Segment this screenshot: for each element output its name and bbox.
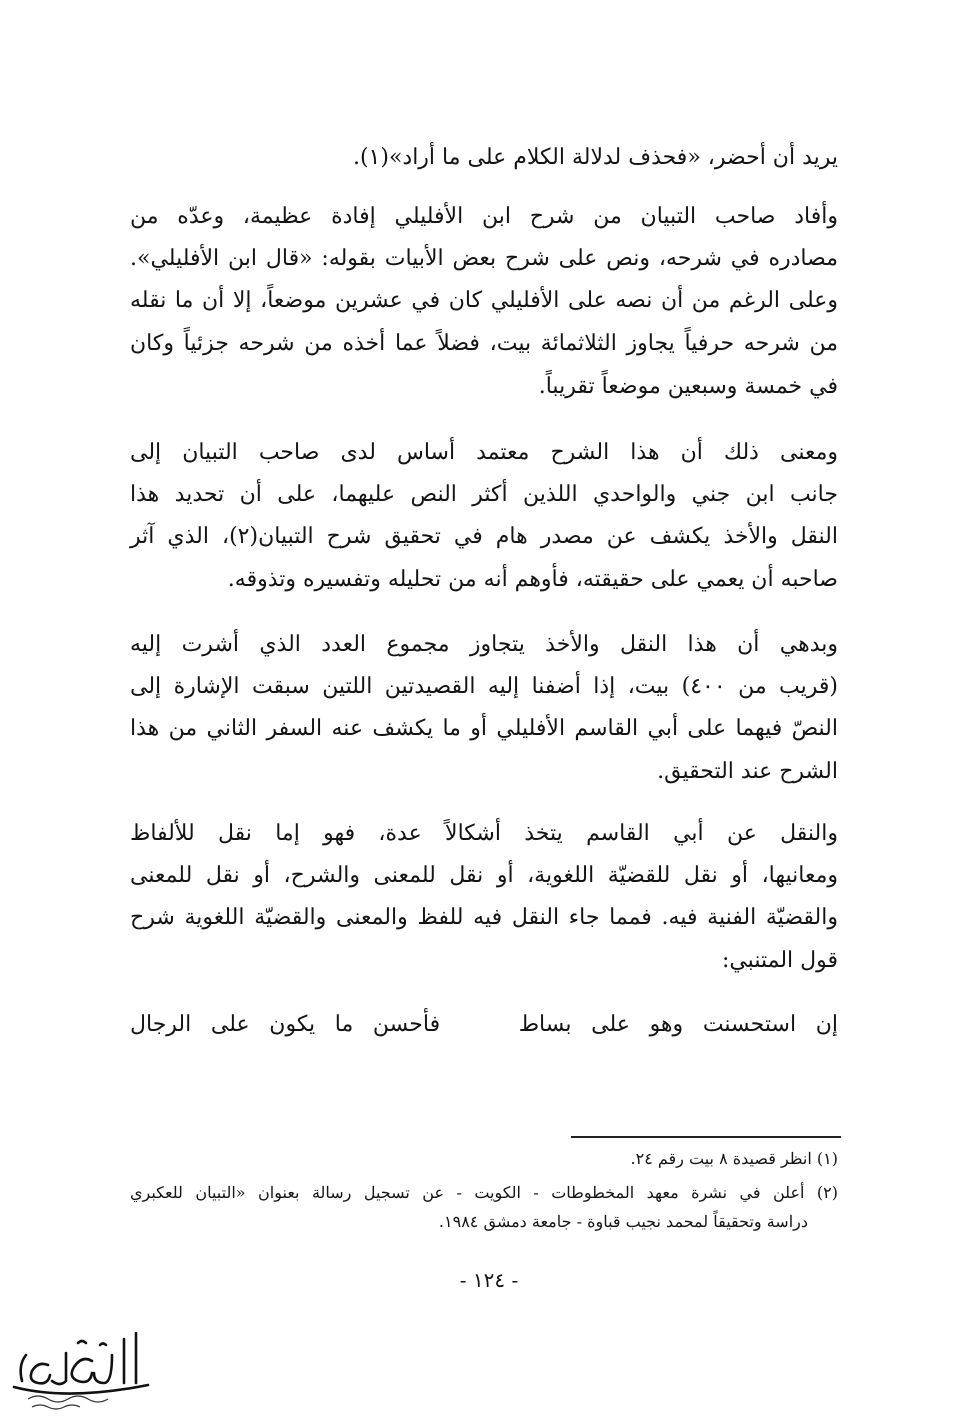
- footnote-divider: [571, 1136, 841, 1138]
- verse-line: إن استحسنت وهو على بساط فأحسن ما يكون على الرجال: [130, 1012, 838, 1037]
- body-line: جانب ابن جني والواحدي اللذين أكثر النص عليهما، على أن تحديد هذا: [130, 482, 838, 507]
- body-line: (قريب من ٤٠٠) بيت، إذا أضفنا إليه القصيدتين اللتين سبقت الإشارة إلى: [130, 674, 839, 699]
- body-line: في خمسة وسبعين موضعاً تقريباً.: [538, 374, 838, 399]
- body-line: ومعنى ذلك أن هذا الشرح معتمد أساس لدى صاحب التبيان إلى: [130, 440, 838, 465]
- footnote: (١) انظر قصيدة ٨ بيت رقم ٢٤.: [630, 1149, 838, 1168]
- body-line: والقضيّة الفنية فيه. فمما جاء النقل فيه للفظ والمعنى والقضيّة اللغوية شرح: [130, 905, 838, 930]
- body-line: من شرحه حرفياً يجاوز الثلاثمائة بيت، فضلاً عما أخذه من شرحه جزئياً وكان: [130, 331, 838, 356]
- body-line: يريد أن أحضر، «فحذف لدلالة الكلام على ما أراد»(١).: [352, 145, 838, 170]
- body-line: وأفاد صاحب التبيان من شرح ابن الأفليلي إفادة عظيمة، وعدّه من: [130, 204, 838, 229]
- body-line: النقل والأخذ يكشف عن مصدر هام في تحقيق شرح التبيان(٢)، الذي آثر: [130, 524, 838, 549]
- body-line: وبدهي أن هذا النقل والأخذ يتجاوز مجموع العدد الذي أشرت إليه: [130, 632, 838, 657]
- footnote: دراسة وتحقيقاً لمحمد نجيب قباوة - جامعة دمشق ١٩٨٤.: [438, 1212, 808, 1231]
- body-line: ومعانيها، أو نقل للقضيّة اللغوية، أو نقل للمعنى والشرح، أو نقل للمعنى: [130, 863, 838, 888]
- body-line: صاحبه أن يعمي على حقيقته، فأوهم أنه من تحليله وتفسيره وتذوقه.: [227, 567, 838, 592]
- body-line: مصادره في شرحه، ونص على شرح بعض الأبيات بقوله: «قال ابن الأفليلي».: [130, 246, 838, 271]
- body-line: والنقل عن أبي القاسم يتخذ أشكالاً عدة، فهو إما نقل للألفاظ: [130, 821, 838, 846]
- body-line: قول المتنبي:: [721, 948, 838, 973]
- library-stamp-logo: [8, 1325, 158, 1415]
- page-number: - ١٢٤ -: [459, 1268, 519, 1292]
- body-line: وعلى الرغم من أن نصه على الأفليلي كان في عشرين موضعاً، إلا أن ما نقله: [130, 288, 838, 313]
- footnote: (٢) أعلن في نشرة معهد المخطوطات - الكويت - عن تسجيل رسالة بعنوان «التبيان للعكبري: [130, 1183, 838, 1202]
- body-line: الشرح عند التحقيق.: [657, 759, 838, 784]
- body-line: النصّ فيهما على أبي القاسم الأفليلي أو ما يكشف عنه السفر الثاني من هذا: [130, 716, 838, 741]
